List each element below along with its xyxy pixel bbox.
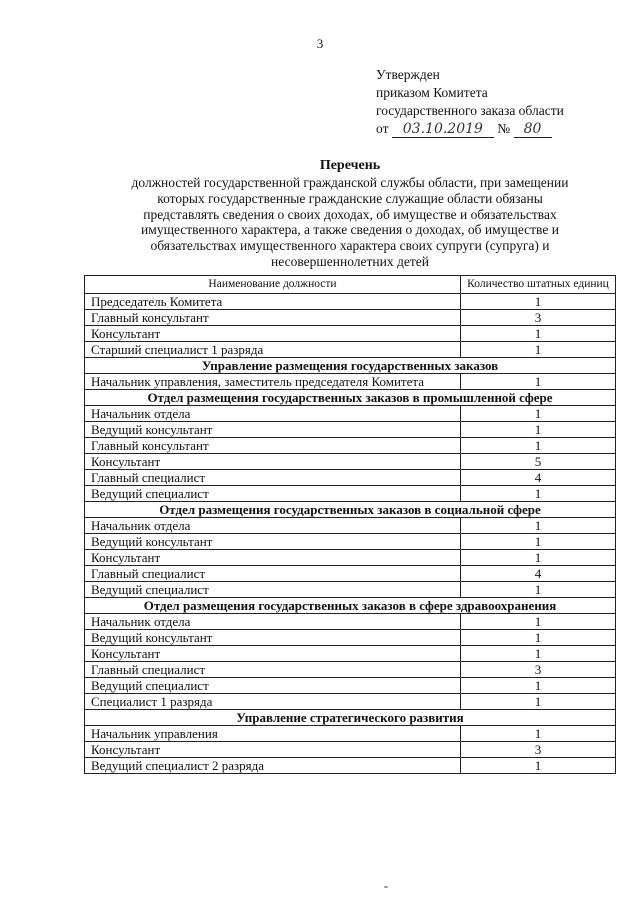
table-row [85, 614, 616, 630]
position-quantity: 5 [461, 454, 616, 470]
position-quantity: 1 [461, 726, 616, 742]
table-row [85, 438, 616, 454]
approval-line-3: государственного заказа области [376, 103, 564, 118]
table-section-row [85, 358, 616, 374]
table-row [85, 310, 616, 326]
position-quantity: 1 [461, 326, 616, 342]
position-name: Главный специалист [85, 662, 461, 678]
table-row [85, 630, 616, 646]
table-row [85, 326, 616, 342]
table-row [85, 470, 616, 486]
position-quantity: 1 [461, 582, 616, 598]
position-quantity: 1 [461, 374, 616, 390]
position-name: Консультант [85, 550, 461, 566]
page-mark [384, 886, 388, 888]
position-name: Консультант [85, 454, 461, 470]
position-name: Ведущий специалист 2 разряда [85, 758, 461, 774]
section-title: Управление размещения государственных заказов [85, 358, 616, 374]
position-quantity: 1 [461, 294, 616, 310]
table-row [85, 742, 616, 758]
table-row [85, 726, 616, 742]
table-row [85, 518, 616, 534]
column-header-quantity: Количество штатных единиц [461, 276, 616, 294]
table-row [85, 374, 616, 390]
position-name: Ведущий специалист [85, 486, 461, 502]
table-row [85, 678, 616, 694]
section-title: Отдел размещения государственных заказов в социальной сфере [85, 502, 616, 518]
approval-date-line [376, 120, 564, 138]
table-row [85, 454, 616, 470]
subtitle-line: представлять сведения о своих доходах, об имуществе и обязательствах [143, 206, 557, 222]
position-quantity: 1 [461, 438, 616, 454]
position-quantity: 1 [461, 646, 616, 662]
position-name: Председатель Комитета [85, 294, 461, 310]
position-quantity: 1 [461, 406, 616, 422]
position-quantity: 1 [461, 550, 616, 566]
position-quantity: 4 [461, 470, 616, 486]
document-heading [80, 157, 620, 270]
table-body [85, 294, 616, 774]
approval-from-label: от [376, 121, 389, 136]
table-row [85, 694, 616, 710]
position-name: Главный консультант [85, 310, 461, 326]
position-name: Ведущий консультант [85, 630, 461, 646]
table-header-row [85, 276, 616, 294]
table-row [85, 486, 616, 502]
position-quantity: 1 [461, 342, 616, 358]
position-name: Начальник отдела [85, 406, 461, 422]
position-name: Консультант [85, 326, 461, 342]
table-row [85, 662, 616, 678]
approval-date: 03.10.2019 [392, 122, 494, 138]
position-quantity: 1 [461, 534, 616, 550]
position-name: Специалист 1 разряда [85, 694, 461, 710]
position-quantity: 4 [461, 566, 616, 582]
position-quantity: 3 [461, 742, 616, 758]
approval-line-1: Утвержден [376, 67, 440, 82]
position-quantity: 1 [461, 678, 616, 694]
page-number: 3 [316, 36, 324, 51]
position-quantity: 1 [461, 694, 616, 710]
subtitle-line: несовершеннолетних детей [271, 253, 429, 269]
position-name: Ведущий специалист [85, 582, 461, 598]
table-row [85, 758, 616, 774]
subtitle-line: имущественного характера, а также сведения о доходах, об имуществе и [141, 222, 559, 238]
position-quantity: 1 [461, 486, 616, 502]
position-name: Начальник управления, заместитель председателя Комитета [85, 374, 461, 390]
position-name: Старший специалист 1 разряда [85, 342, 461, 358]
position-name: Главный специалист [85, 470, 461, 486]
approval-line-2: приказом Комитета [376, 85, 488, 100]
subtitle-line: должностей государственной гражданской службы области, при замещении [131, 175, 569, 190]
positions-table [84, 275, 616, 774]
position-quantity: 3 [461, 662, 616, 678]
position-quantity: 1 [461, 422, 616, 438]
position-name: Начальник управления [85, 726, 461, 742]
position-name: Ведущий консультант [85, 422, 461, 438]
table-section-row [85, 390, 616, 406]
table-section-row [85, 502, 616, 518]
section-title: Отдел размещения государственных заказов в сфере здравоохранения [85, 598, 616, 614]
table-row [85, 342, 616, 358]
table-row [85, 534, 616, 550]
approval-number: 80 [514, 122, 552, 138]
position-quantity: 1 [461, 758, 616, 774]
table-row [85, 422, 616, 438]
document-title: Перечень [319, 158, 381, 173]
position-name: Консультант [85, 646, 461, 662]
position-quantity: 1 [461, 630, 616, 646]
position-name: Консультант [85, 742, 461, 758]
position-name: Ведущий консультант [85, 534, 461, 550]
table-row [85, 646, 616, 662]
position-name: Ведущий специалист [85, 678, 461, 694]
position-quantity: 1 [461, 518, 616, 534]
position-name: Главный консультант [85, 438, 461, 454]
table-row [85, 566, 616, 582]
subtitle-line: которых государственные гражданские служащие области обязаны [157, 190, 543, 206]
position-name: Главный специалист [85, 566, 461, 582]
position-quantity: 3 [461, 310, 616, 326]
column-header-position: Наименование должности [85, 276, 461, 294]
table-row [85, 582, 616, 598]
position-name: Начальник отдела [85, 614, 461, 630]
subtitle-line: обязательствах имущественного характера своих супруги (супруга) и [150, 238, 550, 254]
approval-stamp [376, 66, 564, 138]
table-row [85, 550, 616, 566]
section-title: Отдел размещения государственных заказов в промышленной сфере [85, 390, 616, 406]
table-section-row [85, 710, 616, 726]
section-title: Управление стратегического развития [85, 710, 616, 726]
table-row [85, 294, 616, 310]
table-row [85, 406, 616, 422]
approval-number-label: № [497, 121, 511, 136]
position-name: Начальник отдела [85, 518, 461, 534]
document-subtitle [80, 175, 620, 270]
table-section-row [85, 598, 616, 614]
position-quantity: 1 [461, 614, 616, 630]
